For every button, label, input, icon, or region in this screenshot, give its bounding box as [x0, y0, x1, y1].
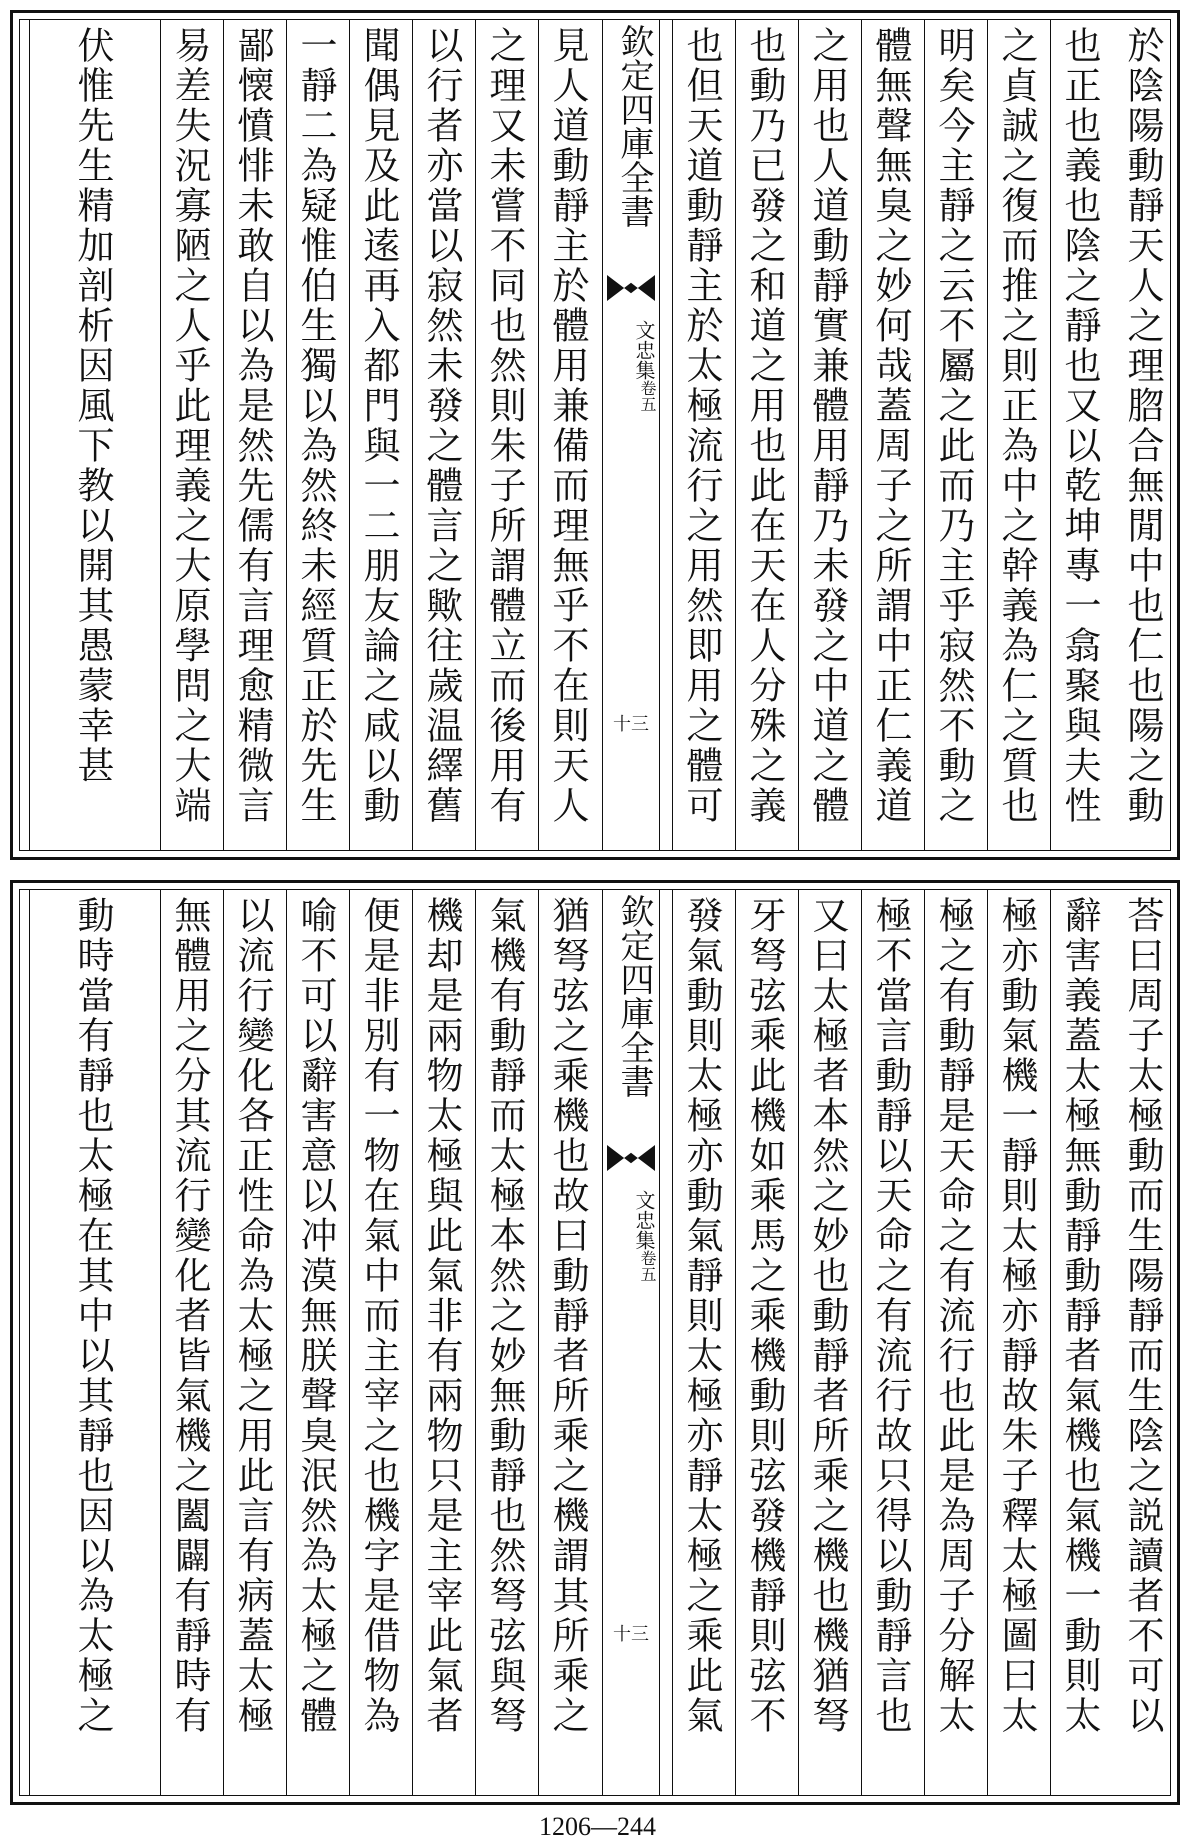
page-number: 1206—244: [539, 1812, 656, 1841]
leaf-number: 十三: [613, 1624, 649, 1645]
fishtail-mark: [607, 1145, 655, 1171]
book-series-title: 欽定四庫全書: [614, 24, 654, 228]
text-column: 易差失況寡陋之人乎此理義之大原學問之大端: [160, 20, 217, 850]
text-column: 辭害義蓋太極無動靜動靜者氣機也氣機一動則太: [1050, 890, 1107, 1795]
text-column: 於陰陽動靜天人之理脗合無閒中也仁也陽之動: [1121, 26, 1164, 826]
center-fold: [602, 20, 660, 850]
text-column: 動時當有靜也太極在其中以其靜也因以為太極之: [29, 890, 154, 1795]
bottom-page-frame: [19, 889, 1171, 1796]
book-title: 文忠集: [632, 320, 656, 380]
text-column: 又曰太極者本然之妙也動靜者所乘之機也機猶弩: [798, 890, 855, 1795]
text-column: 伏惟先生精加剖析因風下教以開其愚蒙幸甚: [29, 20, 154, 850]
text-column: 之用也人道動靜實兼體用靜乃未發之中道之體: [798, 20, 855, 850]
fishtail-mark: [607, 275, 655, 301]
text-column: 發氣動則太極亦動氣靜則太極亦靜太極之乘此氣: [672, 890, 729, 1795]
text-column: 見人道動靜主於體用兼備而理無乎不在則天人: [538, 20, 595, 850]
text-column: 極之有動靜是天命之有流行也此是為周子分解太: [924, 890, 981, 1795]
text-column: 以流行變化各正性命為太極之用此言有病蓋太極: [223, 890, 280, 1795]
text-column: 氣機有動靜而太極本然之妙無動靜也然弩弦與弩: [475, 890, 532, 1795]
text-column: 極不當言動靜以天命之有流行故只得以動靜言也: [861, 890, 918, 1795]
book-series-title: 欽定四庫全書: [614, 894, 654, 1098]
volume-label: 卷五: [638, 380, 657, 412]
text-column: 鄙懐憤悱未敢自以為是然先儒有言理愈精微言: [223, 20, 280, 850]
text-column: 之貞誠之復而推之則正為中之幹義為仁之質也: [987, 20, 1044, 850]
top-page-panel: [10, 10, 1180, 860]
text-column: 牙弩弦乘此機如乘馬之乘機動則弦發機靜則弦不: [735, 890, 792, 1795]
text-column: 猶弩弦之乘機也故曰動靜者所乘之機謂其所乘之: [538, 890, 595, 1795]
text-column: 極亦動氣機一靜則太極亦靜故朱子釋太極圖曰太: [987, 890, 1044, 1795]
text-column: 體無聲無臭之妙何哉蓋周子之所謂中正仁義道: [861, 20, 918, 850]
text-column: 之理又未嘗不同也然則朱子所謂體立而後用有: [475, 20, 532, 850]
text-column: 聞偶見及此逺再入都門與一二朋友論之咸以動: [349, 20, 406, 850]
text-column: 無體用之分其流行變化者皆氣機之闔闢有靜時有: [160, 890, 217, 1795]
center-fold: [602, 890, 660, 1795]
text-column: 也動乃已發之和道之用也此在天在人分殊之義: [735, 20, 792, 850]
volume-label: 卷五: [638, 1250, 657, 1282]
text-column: 明矣今主靜之云不屬之此而乃主乎寂然不動之: [924, 20, 981, 850]
text-column: 也但天道動靜主於太極流行之用然即用之體可: [672, 20, 729, 850]
text-column: 喻不可以辭害意以冲漠無朕聲臭泯然為太極之體: [286, 890, 343, 1795]
book-title: 文忠集: [632, 1190, 656, 1250]
text-column: 機却是兩物太極與此氣非有兩物只是主宰此氣者: [412, 890, 469, 1795]
leaf-number: 十三: [613, 714, 649, 735]
text-column: 一靜二為疑惟伯生獨以為然終未經質正於先生: [286, 20, 343, 850]
text-column: 便是非別有一物在氣中而主宰之也機字是借物為: [349, 890, 406, 1795]
text-column: 也正也義也陰之靜也又以乾坤專一翕聚與夫性: [1050, 20, 1107, 850]
top-page-frame: [19, 19, 1171, 851]
bottom-page-panel: [10, 880, 1180, 1805]
text-column: 以行者亦當以寂然未發之體言之歟往歲温繹舊: [412, 20, 469, 850]
text-column: 荅曰周子太極動而生陽靜而生陰之説讀者不可以: [1121, 896, 1164, 1736]
